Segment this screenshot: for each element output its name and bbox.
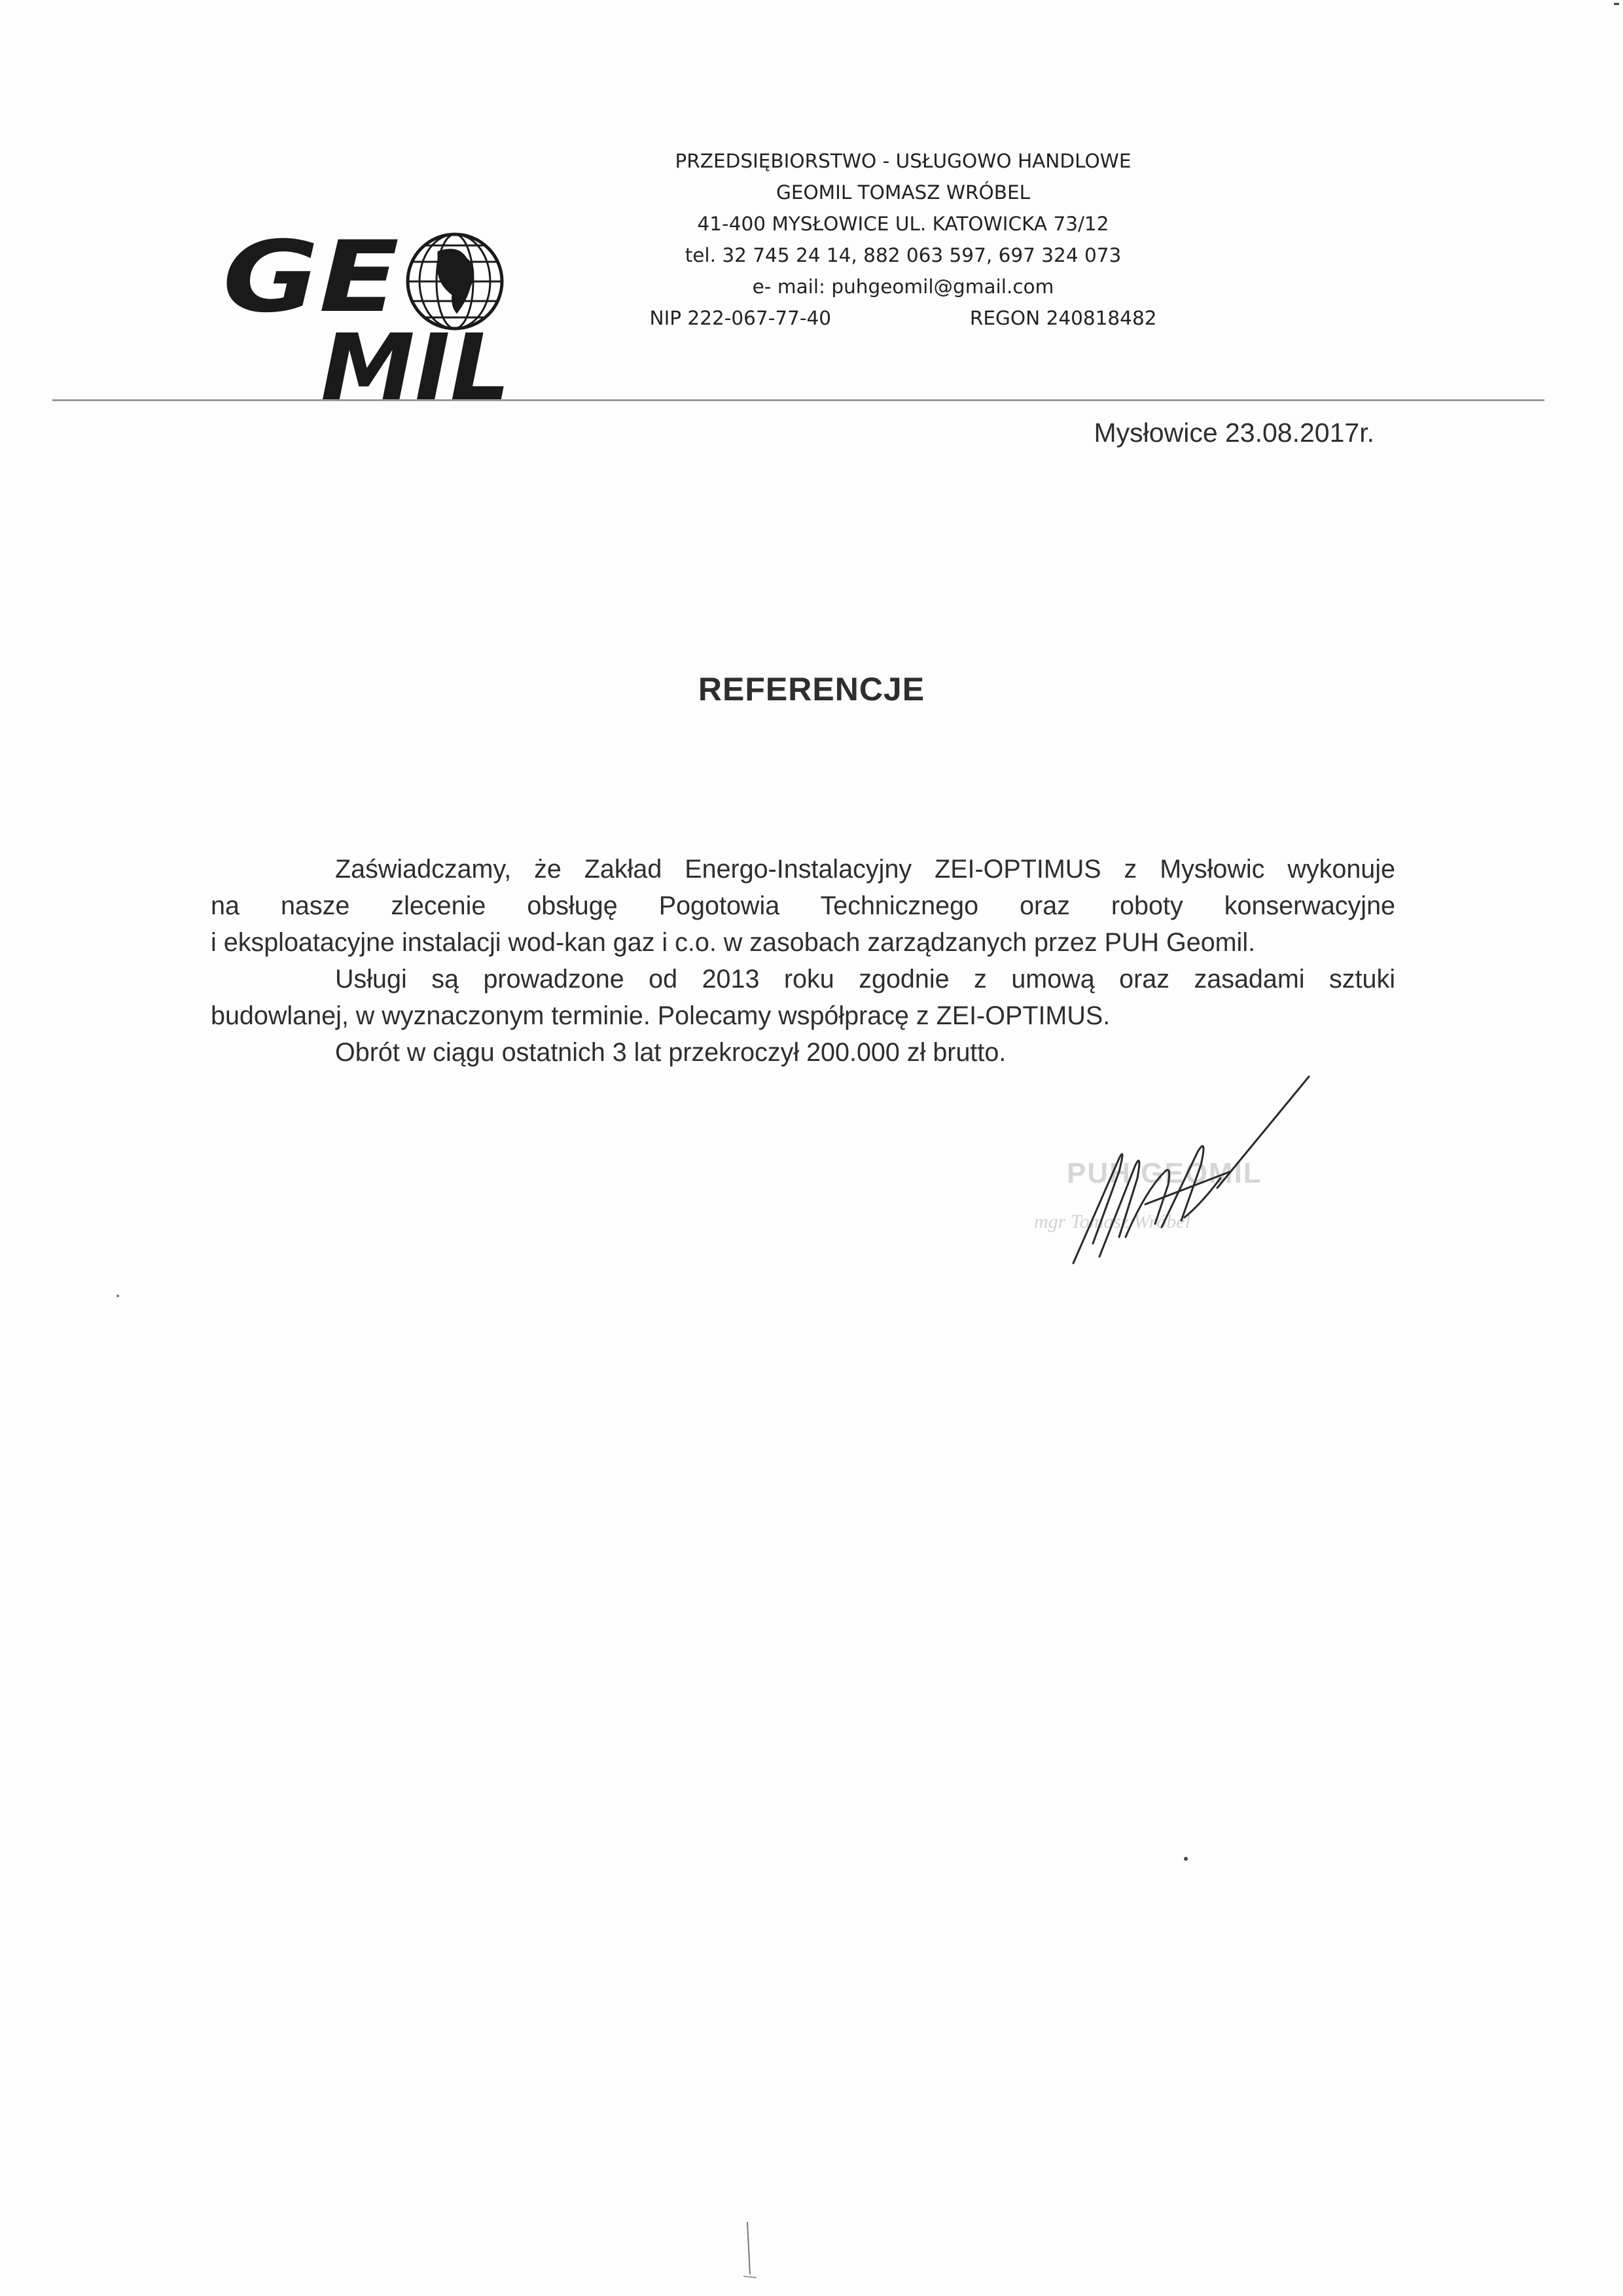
logo-text-ge: GE <box>223 232 399 334</box>
company-nip: NIP 222-067-77-40 <box>649 307 832 329</box>
company-regon: REGON 240818482 <box>969 307 1157 329</box>
body-line: budowlanej, w wyznaczonym terminie. Polecamy współpracę z ZEI-OPTIMUS. <box>211 1001 1111 1030</box>
body-line: i eksploatacyjne instalacji wod-kan gaz i c.o. w zasobach zarządzanych przez PUH Geomil. <box>211 928 1256 957</box>
logo-text-mil: MIL <box>321 315 510 409</box>
company-line-name: GEOMIL TOMASZ WRÓBEL <box>776 181 1031 204</box>
body-line: Zaświadczamy, że Zakład Energo-Instalacyjny ZEI-OPTIMUS z Mysłowic wykonuje <box>335 855 1395 884</box>
company-line-type: PRZEDSIĘBIORSTWO - USŁUGOWO HANDLOWE <box>675 150 1132 172</box>
body-line: na nasze zlecenie obsługę Pogotowia Technicznego oraz roboty konserwacyjne <box>211 891 1395 920</box>
document-title: REFERENCJE <box>698 671 925 708</box>
company-line-address: 41-400 MYSŁOWICE UL. KATOWICKA 73/12 <box>697 213 1109 235</box>
header-divider <box>52 399 1544 401</box>
company-line-email: e- mail: puhgeomil@gmail.com <box>752 276 1054 298</box>
handwritten-signature <box>1021 1073 1348 1270</box>
geomil-logo <box>223 232 576 409</box>
company-line-phone: tel. 32 745 24 14, 882 063 597, 697 324 073 <box>685 244 1122 266</box>
body-line: Obrót w ciągu ostatnich 3 lat przekroczył 200.000 zł brutto. <box>335 1038 1007 1067</box>
document-body <box>211 851 1395 1071</box>
stamp-line-person: mgr Tomasz Wróbel <box>1034 1211 1190 1232</box>
body-line: Usługi są prowadzone od 2013 roku zgodnie z umową oraz zasadami sztuki <box>335 965 1395 994</box>
stamp-line-company: PUH GEOMIL <box>1067 1157 1262 1189</box>
company-letterhead <box>576 145 1230 334</box>
company-ids <box>650 302 1157 334</box>
document-date: Mysłowice 23.08.2017r. <box>1094 418 1374 448</box>
